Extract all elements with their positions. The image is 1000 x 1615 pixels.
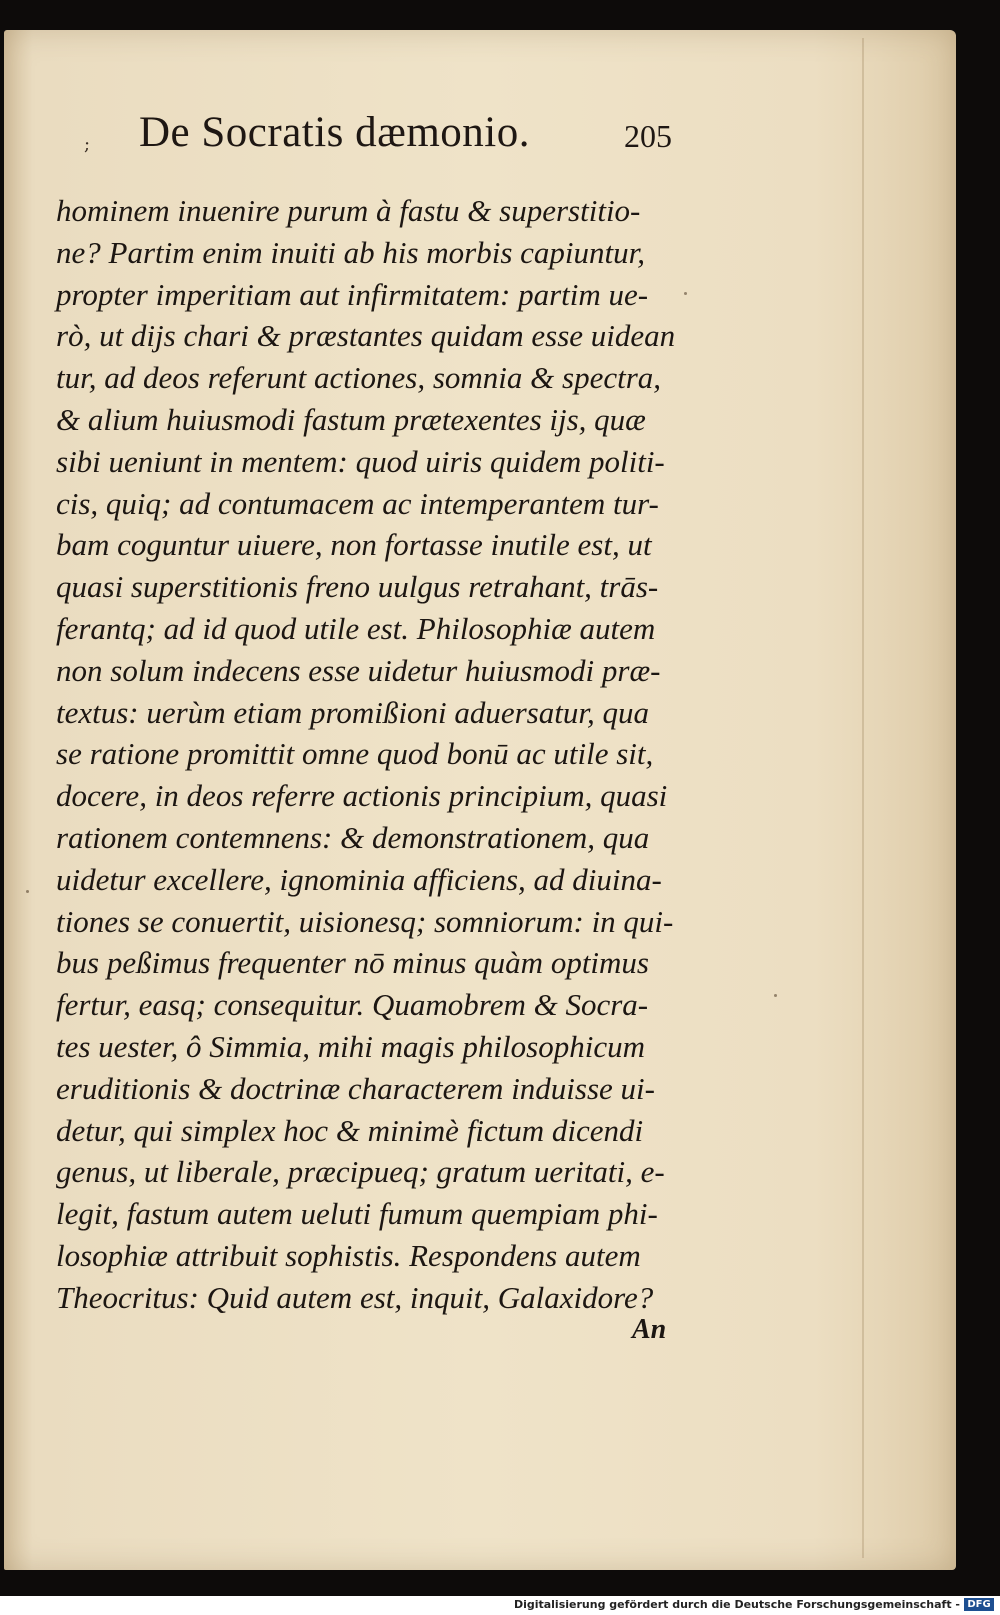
text-line: uidetur excellere, ignominia afficiens, ad diuina- xyxy=(56,861,662,897)
text-line: tur, ad deos referunt actiones, somnia & spectra, xyxy=(56,360,662,396)
text-line: quasi superstitionis freno uulgus retrahant, trās- xyxy=(56,569,659,605)
book-page xyxy=(4,30,956,1570)
text-line: Theocritus: Quid autem est, inquit, Galaxidore? xyxy=(56,1279,654,1315)
dfg-logo-icon: DFG xyxy=(964,1598,994,1611)
text-line: cis, quiq; ad contumacem ac intemperantem tur- xyxy=(56,485,659,521)
text-line: bus peßimus frequenter nō minus quàm optimus xyxy=(56,945,649,981)
text-line: detur, qui simplex hoc & minimè fictum dicendi xyxy=(56,1112,644,1148)
body-text xyxy=(56,190,696,1319)
text-line: ferantq; ad id quod utile est. Philosophiæ autem xyxy=(56,610,656,646)
footer-bar xyxy=(0,1596,1000,1615)
text-line: ne? Partim enim inuiti ab his morbis capiuntur, xyxy=(56,234,645,270)
paper-speck xyxy=(774,994,777,997)
page-number: 205 xyxy=(624,118,672,154)
catchword: An xyxy=(632,1314,667,1345)
funding-credit: Digitalisierung gefördert durch die Deutsche Forschungsgemeinschaft - xyxy=(513,1598,960,1611)
text-line: legit, fastum autem ueluti fumum quempiam phi- xyxy=(56,1196,658,1232)
text-line: docere, in deos referre actionis principium, quasi xyxy=(56,778,668,814)
text-line: genus, ut liberale, præcipueq; gratum ueritati, e- xyxy=(56,1154,665,1190)
text-line: textus: uerùm etiam promißioni aduersatur, qua xyxy=(56,694,649,730)
paper-speck xyxy=(684,292,687,295)
text-line: propter imperitiam aut infirmitatem: partim ue- xyxy=(56,276,649,312)
page-header xyxy=(84,108,684,178)
text-line: rationem contemnens: & demonstrationem, qua xyxy=(56,819,650,855)
running-title: De Socratis dæmonio. xyxy=(139,109,530,156)
text-line: sibi ueniunt in mentem: quod uiris quidem politi- xyxy=(56,443,665,479)
text-line: fertur, easq; consequitur. Quamobrem & Socra- xyxy=(56,987,649,1023)
text-line: hominem inuenire purum à fastu & superstitio- xyxy=(56,193,641,228)
text-line: losophiæ attribuit sophistis. Respondens autem xyxy=(56,1237,641,1273)
text-line: & alium huiusmodi fastum prætexentes ijs, quæ xyxy=(56,401,646,437)
text-line: bam coguntur uiuere, non fortasse inutile est, ut xyxy=(56,527,652,563)
text-line: tes uester, ô Simmia, mihi magis philosophicum xyxy=(56,1028,645,1064)
text-line: se ratione promittit omne quod bonū ac utile sit, xyxy=(56,736,654,772)
text-line: tiones se conuertit, uisionesq; somniorum: in qui- xyxy=(56,903,674,939)
paper-speck xyxy=(26,890,29,893)
page-fold-shadow xyxy=(862,38,864,1558)
text-line: rò, ut dijs chari & præstantes quidam esse uidean xyxy=(56,318,676,354)
text-line: eruditionis & doctrinæ characterem induisse ui- xyxy=(56,1070,655,1106)
text-line: non solum indecens esse uidetur huiusmodi præ- xyxy=(56,652,661,688)
header-mark: ; xyxy=(84,134,91,155)
